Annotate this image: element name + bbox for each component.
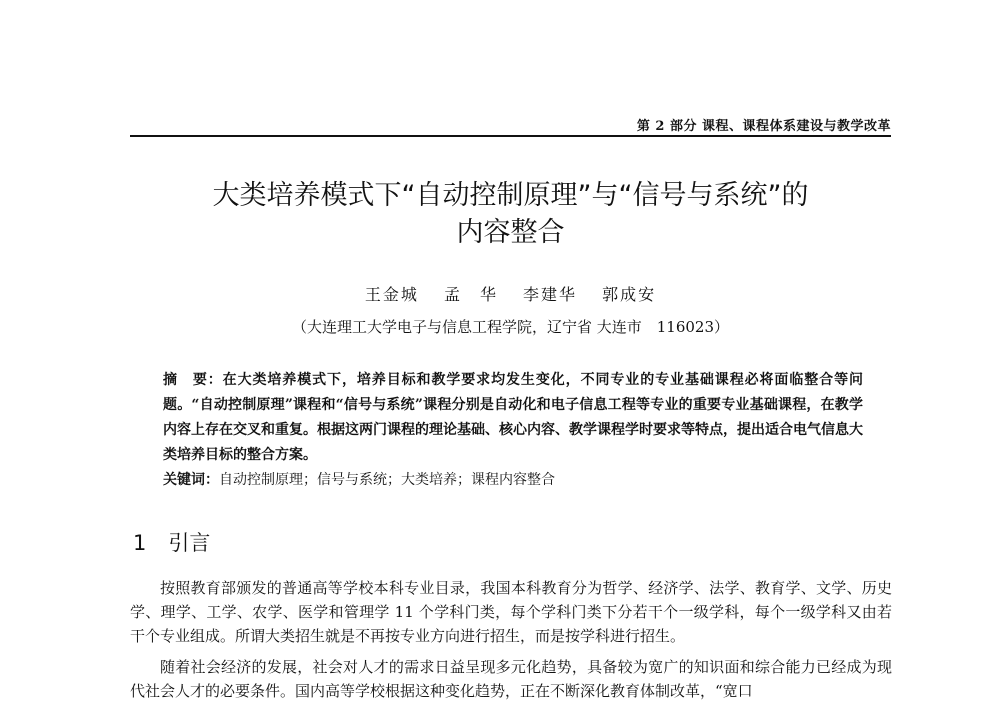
header-rule [130, 135, 891, 137]
abstract-label: 摘 要： [163, 372, 223, 388]
affiliation: （大连理工大学电子与信息工程学院，辽宁省 大连市 116023） [291, 318, 730, 336]
author-name: 李建华 [523, 285, 578, 304]
keywords [163, 468, 863, 493]
paper-title [130, 177, 891, 251]
section-title: 引言 [168, 531, 211, 555]
body-paragraph-1: 按照教育部颁发的普通高等学校本科专业目录，我国本科教育分为哲学、经济学、法学、教育学、文学、历史学、理学、工学、农学、医学和管理学 11 个学科门类，每个学科门类下分若干个一级学科，每个一级学科又由若干个专业组成。所谓大类招生就是不再按专业方向进行招生，而是按学科进行招生。 [130, 579, 892, 645]
body-paragraph-2: 随着社会经济的发展，社会对人才的需求日益呈现多元化趋势，具备较为宽广的知识面和综合能力已经成为现代社会人才的必要条件。国内高等学校根据这种变化趋势，正在不断深化教育体制改革，“宽口 [130, 658, 892, 700]
title-line-1: 大类培养模式下“自动控制原理”与“信号与系统”的 [212, 180, 809, 211]
keywords-label: 关键词： [163, 472, 219, 488]
abstract [163, 368, 863, 468]
running-header: 第 2 部分 课程、课程体系建设与教学改革 [636, 119, 891, 134]
abstract-text: 在大类培养模式下，培养目标和教学要求均发生变化，不同专业的专业基础课程必将面临整合等问题。“自动控制原理”课程和“信号与系统”课程分别是自动化和电子信息工程等专业的重要专业基础课程，在教学内容上存在交叉和重复。根据这两门课程的理论基础、核心内容、教学课程学时要求等特点，提出适合电气信息大类培养目标的整合方案。 [163, 372, 864, 463]
author-name: 王金城 [364, 285, 419, 304]
author-name: 孟 华 [443, 285, 498, 304]
title-line-2: 内容整合 [456, 217, 565, 248]
keywords-text: 自动控制原理；信号与系统；大类培养；课程内容整合 [219, 472, 555, 488]
section-heading [133, 527, 210, 557]
section-number: 1 [133, 531, 147, 555]
author-list [130, 282, 891, 305]
author-name: 郭成安 [602, 285, 657, 304]
